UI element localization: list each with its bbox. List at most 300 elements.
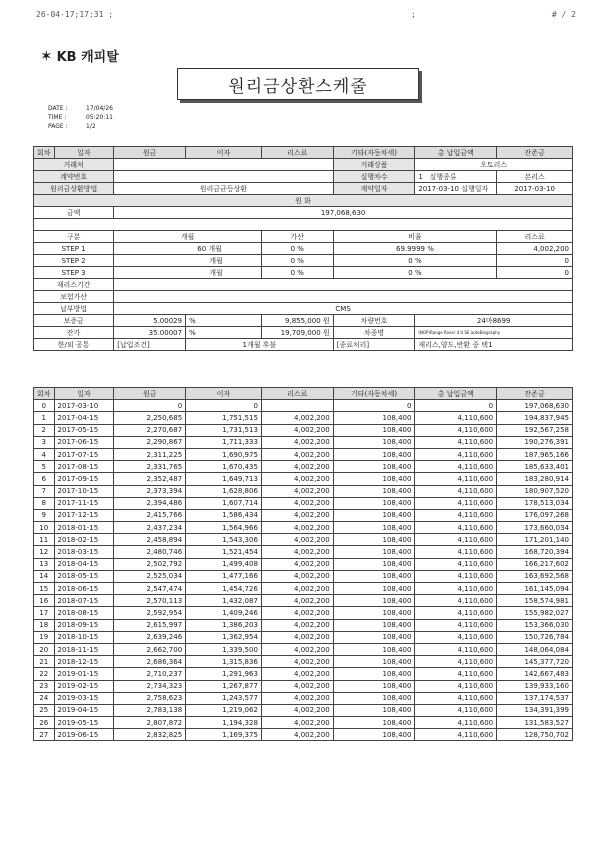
total-payment-cell: 4,110,600 xyxy=(415,424,497,436)
period-cell: 26 xyxy=(34,717,55,729)
principal-cell: 2,832,825 xyxy=(114,729,186,741)
period-cell: 19 xyxy=(34,631,55,643)
insurance-label: 보험가산 xyxy=(34,291,114,303)
period-cell: 12 xyxy=(34,546,55,558)
customer-label: 거래처 xyxy=(34,159,114,171)
table-row xyxy=(34,643,573,655)
date-cell: 2018-10-15 xyxy=(54,631,114,643)
lease-fee-cell: 4,002,200 xyxy=(261,570,333,582)
lease-fee-cell xyxy=(261,400,333,412)
balance-cell: 180,907,520 xyxy=(497,485,573,497)
step-ratio: 0 % xyxy=(333,267,497,279)
balance-cell: 171,201,140 xyxy=(497,534,573,546)
exec-count-text: 1 xyxy=(418,172,423,181)
date-cell: 2018-02-15 xyxy=(54,534,114,546)
residual-unit: % xyxy=(186,327,262,339)
residual-row xyxy=(34,327,573,339)
balance-cell: 166,217,602 xyxy=(497,558,573,570)
interest-cell: 1,628,806 xyxy=(186,485,262,497)
principal-cell: 2,686,364 xyxy=(114,656,186,668)
table-row xyxy=(34,668,573,680)
principal-cell: 2,710,237 xyxy=(114,668,186,680)
step-months xyxy=(114,267,262,279)
principal-cell: 2,547,474 xyxy=(114,583,186,595)
schedule-body xyxy=(34,400,573,741)
total-payment-cell: 4,110,600 xyxy=(415,497,497,509)
contract-date-text: 2017-03-10 xyxy=(418,184,459,193)
step-fee: 4,002,200 xyxy=(497,243,573,255)
header-cell: 일자 xyxy=(54,388,114,400)
step-ratio: 69.9999 % xyxy=(333,243,497,255)
table-row xyxy=(34,473,573,485)
period-cell: 18 xyxy=(34,619,55,631)
grid-header-row xyxy=(34,231,573,243)
notes-row xyxy=(34,339,573,351)
summary-header-row xyxy=(34,147,573,159)
lease-fee-cell: 4,002,200 xyxy=(261,704,333,716)
balance-cell: 137,174,537 xyxy=(497,692,573,704)
period-cell: 1 xyxy=(34,412,55,424)
header-cell: 일자 xyxy=(54,147,114,159)
meta-value: 1/2 xyxy=(86,123,96,130)
date-cell: 2019-04-15 xyxy=(54,704,114,716)
date-cell: 2018-06-15 xyxy=(54,583,114,595)
lease-fee-cell: 4,002,200 xyxy=(261,497,333,509)
contract-no-value xyxy=(114,171,333,183)
deposit-row xyxy=(34,315,573,327)
table-row xyxy=(34,436,573,448)
table-row xyxy=(34,631,573,643)
date-cell: 2018-08-15 xyxy=(54,607,114,619)
lease-fee-cell: 4,002,200 xyxy=(261,424,333,436)
meta-key: PAGE : xyxy=(48,123,68,130)
method-label: 원리금상환방법 xyxy=(34,183,114,195)
total-payment-cell: 4,110,600 xyxy=(415,546,497,558)
principal-cell: 2,290,867 xyxy=(114,436,186,448)
termination-value: 재리스,양도,반환 중 택1 xyxy=(415,339,573,351)
other-tax-cell: 108,400 xyxy=(333,668,415,680)
interest-cell: 1,521,454 xyxy=(186,546,262,558)
lease-fee-cell: 4,002,200 xyxy=(261,448,333,460)
lease-fee-cell: 4,002,200 xyxy=(261,631,333,643)
other-tax-cell: 108,400 xyxy=(333,546,415,558)
principal-cell: 2,807,872 xyxy=(114,717,186,729)
period-cell: 14 xyxy=(34,570,55,582)
period-cell: 9 xyxy=(34,509,55,521)
payment-cond-value: 1개월 후불 xyxy=(186,339,334,351)
meta-key: DATE : xyxy=(48,105,68,112)
total-payment-cell: 4,110,600 xyxy=(415,570,497,582)
header-cell: 총 납입금액 xyxy=(415,147,497,159)
balance-cell: 128,750,702 xyxy=(497,729,573,741)
period-cell: 21 xyxy=(34,656,55,668)
notes-label: 한/외 공통 xyxy=(34,339,114,351)
contract-row xyxy=(34,171,573,183)
amount-row xyxy=(34,207,573,219)
step-row xyxy=(34,243,573,255)
total-payment-cell: 4,110,600 xyxy=(415,461,497,473)
header-cell: 원금 xyxy=(114,147,186,159)
blank-cell xyxy=(34,219,573,231)
other-tax-cell: 108,400 xyxy=(333,704,415,716)
principal-cell: 2,592,954 xyxy=(114,607,186,619)
grid-header: 비율 xyxy=(333,231,497,243)
grid-header: 개월 xyxy=(114,231,262,243)
interest-cell: 1,409,246 xyxy=(186,607,262,619)
total-payment-cell: 4,110,600 xyxy=(415,643,497,655)
deposit-label: 보증금 xyxy=(34,315,114,327)
interest-cell: 1,194,328 xyxy=(186,717,262,729)
meta-value: 05:20:11 xyxy=(86,114,113,121)
header-cell: 총 납입금액 xyxy=(415,388,497,400)
step-fee: 0 xyxy=(497,267,573,279)
date-cell: 2017-12-15 xyxy=(54,509,114,521)
other-tax-cell: 108,400 xyxy=(333,509,415,521)
date-cell: 2019-06-15 xyxy=(54,729,114,741)
schedule-header-row xyxy=(34,388,573,400)
date-cell: 2017-08-15 xyxy=(54,461,114,473)
balance-cell: 192,567,258 xyxy=(497,424,573,436)
header-cell: 원금 xyxy=(114,388,186,400)
interest-cell: 0 xyxy=(186,400,262,412)
principal-cell: 2,458,894 xyxy=(114,534,186,546)
step-name: STEP 1 xyxy=(34,243,114,255)
method-row xyxy=(34,183,573,195)
vehicle-no-label: 차량번호 xyxy=(333,315,415,327)
other-tax-cell: 108,400 xyxy=(333,485,415,497)
principal-cell: 2,437,234 xyxy=(114,522,186,534)
date-cell: 2018-01-15 xyxy=(54,522,114,534)
date-cell: 2017-03-10 xyxy=(54,400,114,412)
total-payment-cell: 4,110,600 xyxy=(415,485,497,497)
total-payment-cell: 4,110,600 xyxy=(415,717,497,729)
balance-cell: 134,391,399 xyxy=(497,704,573,716)
other-tax-cell: 108,400 xyxy=(333,631,415,643)
balance-cell: 178,513,034 xyxy=(497,497,573,509)
header-cell: 회차 xyxy=(34,388,55,400)
interest-cell: 1,607,714 xyxy=(186,497,262,509)
period-cell: 25 xyxy=(34,704,55,716)
step-ratio: 0 % xyxy=(333,255,497,267)
grid-header: 가산 xyxy=(261,231,333,243)
step-months-unit: 개월 xyxy=(208,244,222,253)
table-row xyxy=(34,461,573,473)
table-row xyxy=(34,400,573,412)
total-payment-cell: 4,110,600 xyxy=(415,558,497,570)
interest-cell: 1,690,975 xyxy=(186,448,262,460)
date-cell: 2018-07-15 xyxy=(54,595,114,607)
period-cell: 5 xyxy=(34,461,55,473)
logo-text: KB 캐피탈 xyxy=(56,50,119,65)
header-cell: 리스료 xyxy=(261,388,333,400)
header-cell: 잔존금 xyxy=(497,147,573,159)
principal-cell: 2,615,997 xyxy=(114,619,186,631)
date-cell: 2019-03-15 xyxy=(54,692,114,704)
other-tax-cell: 0 xyxy=(333,400,415,412)
deposit-unit: % xyxy=(186,315,262,327)
period-cell: 4 xyxy=(34,448,55,460)
principal-cell: 2,502,792 xyxy=(114,558,186,570)
interest-cell: 1,543,306 xyxy=(186,534,262,546)
interest-cell: 1,564,966 xyxy=(186,522,262,534)
other-tax-cell: 108,400 xyxy=(333,680,415,692)
other-tax-cell: 108,400 xyxy=(333,729,415,741)
total-payment-cell: 4,110,600 xyxy=(415,436,497,448)
title-text: 원리금상환스케줄 xyxy=(228,76,368,97)
lease-fee-cell: 4,002,200 xyxy=(261,729,333,741)
balance-cell: 187,965,166 xyxy=(497,448,573,460)
other-tax-cell: 108,400 xyxy=(333,583,415,595)
interest-cell: 1,586,434 xyxy=(186,509,262,521)
other-tax-cell: 108,400 xyxy=(333,497,415,509)
interest-cell: 1,243,577 xyxy=(186,692,262,704)
balance-cell: 197,068,630 xyxy=(497,400,573,412)
document-meta xyxy=(48,104,113,131)
period-cell: 20 xyxy=(34,643,55,655)
period-cell: 2 xyxy=(34,424,55,436)
period-cell: 6 xyxy=(34,473,55,485)
lease-fee-cell: 4,002,200 xyxy=(261,717,333,729)
table-row xyxy=(34,424,573,436)
relay-value xyxy=(114,279,573,291)
step-months xyxy=(114,243,262,255)
other-tax-cell: 108,400 xyxy=(333,522,415,534)
table-row xyxy=(34,729,573,741)
amount-value: 197,068,630 xyxy=(114,207,573,219)
fax-header xyxy=(36,10,576,19)
fax-page: # / 2 xyxy=(551,10,576,19)
date-cell: 2017-10-15 xyxy=(54,485,114,497)
other-tax-cell: 108,400 xyxy=(333,570,415,582)
header-cell: 리스료 xyxy=(261,147,333,159)
company-logo xyxy=(40,46,119,65)
balance-cell: 163,692,568 xyxy=(497,570,573,582)
payment-label: 납부방법 xyxy=(34,303,114,315)
other-tax-cell: 108,400 xyxy=(333,424,415,436)
residual-label: 잔가 xyxy=(34,327,114,339)
model-value: (NOP)Range Rover 4.0 SE autoBiography xyxy=(415,327,573,339)
step-name: STEP 2 xyxy=(34,255,114,267)
interest-cell: 1,169,375 xyxy=(186,729,262,741)
other-tax-cell: 108,400 xyxy=(333,692,415,704)
amount-label: 금액 xyxy=(34,207,114,219)
table-row xyxy=(34,558,573,570)
date-cell: 2017-09-15 xyxy=(54,473,114,485)
balance-cell: 190,276,391 xyxy=(497,436,573,448)
lease-fee-cell: 4,002,200 xyxy=(261,656,333,668)
table-row xyxy=(34,595,573,607)
step-months xyxy=(114,255,262,267)
balance-cell: 145,377,720 xyxy=(497,656,573,668)
total-payment-cell: 4,110,600 xyxy=(415,619,497,631)
other-tax-cell: 108,400 xyxy=(333,643,415,655)
period-cell: 24 xyxy=(34,692,55,704)
period-cell: 8 xyxy=(34,497,55,509)
total-payment-cell: 4,110,600 xyxy=(415,704,497,716)
total-payment-cell: 4,110,600 xyxy=(415,412,497,424)
exec-type-label: 실행종류 xyxy=(429,172,457,181)
exec-count-value xyxy=(415,171,497,183)
interest-cell: 1,731,513 xyxy=(186,424,262,436)
lease-fee-cell: 4,002,200 xyxy=(261,546,333,558)
step-add: 0 % xyxy=(261,243,333,255)
interest-cell: 1,499,408 xyxy=(186,558,262,570)
grid-header: 리스료 xyxy=(497,231,573,243)
total-payment-cell: 4,110,600 xyxy=(415,680,497,692)
header-cell: 이자 xyxy=(186,147,262,159)
principal-cell: 2,352,487 xyxy=(114,473,186,485)
meta-date xyxy=(48,104,113,113)
table-row xyxy=(34,497,573,509)
balance-cell: 161,145,094 xyxy=(497,583,573,595)
table-row xyxy=(34,485,573,497)
period-cell: 17 xyxy=(34,607,55,619)
balance-cell: 155,982,027 xyxy=(497,607,573,619)
principal-cell: 2,570,113 xyxy=(114,595,186,607)
period-cell: 23 xyxy=(34,680,55,692)
exec-date-label: 실행일자 xyxy=(461,184,489,193)
other-tax-cell: 108,400 xyxy=(333,436,415,448)
interest-cell: 1,267,877 xyxy=(186,680,262,692)
period-cell: 0 xyxy=(34,400,55,412)
table-row xyxy=(34,607,573,619)
principal-cell: 2,311,225 xyxy=(114,448,186,460)
other-tax-cell: 108,400 xyxy=(333,412,415,424)
step-months-value: 60 xyxy=(197,244,207,253)
table-row xyxy=(34,522,573,534)
payment-value: CMS xyxy=(114,303,573,315)
lease-fee-cell: 4,002,200 xyxy=(261,473,333,485)
table-row xyxy=(34,692,573,704)
date-cell: 2017-06-15 xyxy=(54,436,114,448)
table-row xyxy=(34,534,573,546)
balance-cell: 153,366,030 xyxy=(497,619,573,631)
total-payment-cell: 4,110,600 xyxy=(415,729,497,741)
lease-fee-cell: 4,002,200 xyxy=(261,668,333,680)
total-payment-cell: 4,110,600 xyxy=(415,534,497,546)
principal-cell: 2,331,765 xyxy=(114,461,186,473)
balance-cell: 150,726,784 xyxy=(497,631,573,643)
interest-cell: 1,339,500 xyxy=(186,643,262,655)
principal-cell: 2,270,687 xyxy=(114,424,186,436)
lease-fee-cell: 4,002,200 xyxy=(261,595,333,607)
grid-header: 구분 xyxy=(34,231,114,243)
method-value: 원리금균등상환 xyxy=(114,183,333,195)
interest-cell: 1,362,954 xyxy=(186,631,262,643)
total-payment-cell: 4,110,600 xyxy=(415,583,497,595)
date-cell: 2017-11-15 xyxy=(54,497,114,509)
model-label: 차종명 xyxy=(333,327,415,339)
contract-date-value xyxy=(415,183,497,195)
balance-cell: 183,280,914 xyxy=(497,473,573,485)
step-name: STEP 3 xyxy=(34,267,114,279)
other-tax-cell: 108,400 xyxy=(333,656,415,668)
header-cell: 기타(자동차세) xyxy=(333,388,415,400)
other-tax-cell: 108,400 xyxy=(333,473,415,485)
interest-cell: 1,432,087 xyxy=(186,595,262,607)
total-payment-cell: 4,110,600 xyxy=(415,607,497,619)
blank-row xyxy=(34,219,573,231)
period-cell: 16 xyxy=(34,595,55,607)
period-cell: 3 xyxy=(34,436,55,448)
balance-cell: 131,583,527 xyxy=(497,717,573,729)
exec-date-value: 2017-03-10 xyxy=(497,183,573,195)
period-cell: 7 xyxy=(34,485,55,497)
period-cell: 10 xyxy=(34,522,55,534)
currency-section: 원 화 xyxy=(34,195,573,207)
date-cell: 2018-05-15 xyxy=(54,570,114,582)
principal-cell: 2,734,323 xyxy=(114,680,186,692)
principal-cell: 2,394,486 xyxy=(114,497,186,509)
principal-cell: 2,525,034 xyxy=(114,570,186,582)
interest-cell: 1,454,726 xyxy=(186,583,262,595)
step-add: 0 % xyxy=(261,255,333,267)
payment-cond-label: [납입조건] xyxy=(114,339,186,351)
lease-fee-cell: 4,002,200 xyxy=(261,558,333,570)
contract-no-label: 계약번호 xyxy=(34,171,114,183)
meta-page xyxy=(48,122,113,131)
table-row xyxy=(34,412,573,424)
step-fee: 0 xyxy=(497,255,573,267)
date-cell: 2018-03-15 xyxy=(54,546,114,558)
balance-cell: 168,720,394 xyxy=(497,546,573,558)
interest-cell: 1,477,166 xyxy=(186,570,262,582)
period-cell: 11 xyxy=(34,534,55,546)
total-payment-cell: 4,110,600 xyxy=(415,692,497,704)
date-cell: 2019-05-15 xyxy=(54,717,114,729)
date-cell: 2017-04-15 xyxy=(54,412,114,424)
balance-cell: 139,933,160 xyxy=(497,680,573,692)
table-row xyxy=(34,509,573,521)
total-payment-cell: 4,110,600 xyxy=(415,656,497,668)
total-payment-cell: 0 xyxy=(415,400,497,412)
document-title xyxy=(177,68,419,100)
interest-cell: 1,751,515 xyxy=(186,412,262,424)
header-cell: 회차 xyxy=(34,147,55,159)
total-payment-cell: 4,110,600 xyxy=(415,595,497,607)
total-payment-cell: 4,110,600 xyxy=(415,631,497,643)
date-cell: 2019-01-15 xyxy=(54,668,114,680)
contract-date-label: 계약일자 xyxy=(333,183,415,195)
table-row xyxy=(34,656,573,668)
other-tax-cell: 108,400 xyxy=(333,717,415,729)
table-row xyxy=(34,680,573,692)
balance-cell: 148,064,084 xyxy=(497,643,573,655)
relay-row xyxy=(34,279,573,291)
total-payment-cell: 4,110,600 xyxy=(415,668,497,680)
product-value: 오토리스 xyxy=(415,159,573,171)
other-tax-cell: 108,400 xyxy=(333,619,415,631)
interest-cell: 1,219,062 xyxy=(186,704,262,716)
residual-amount: 19,709,000 원 xyxy=(261,327,333,339)
principal-cell: 2,639,246 xyxy=(114,631,186,643)
step-add: 0 % xyxy=(261,267,333,279)
principal-cell: 2,373,394 xyxy=(114,485,186,497)
insurance-value xyxy=(114,291,573,303)
lease-fee-cell: 4,002,200 xyxy=(261,436,333,448)
step-months-unit: 개월 xyxy=(209,256,223,265)
deposit-amount: 9,855,000 원 xyxy=(261,315,333,327)
other-tax-cell: 108,400 xyxy=(333,595,415,607)
period-cell: 15 xyxy=(34,583,55,595)
principal-cell: 2,480,746 xyxy=(114,546,186,558)
lease-fee-cell: 4,002,200 xyxy=(261,680,333,692)
exec-count-label: 실행차수 xyxy=(333,171,415,183)
date-cell: 2018-09-15 xyxy=(54,619,114,631)
kb-star-icon: ✶ xyxy=(40,46,53,65)
date-cell: 2018-11-15 xyxy=(54,643,114,655)
other-tax-cell: 108,400 xyxy=(333,607,415,619)
